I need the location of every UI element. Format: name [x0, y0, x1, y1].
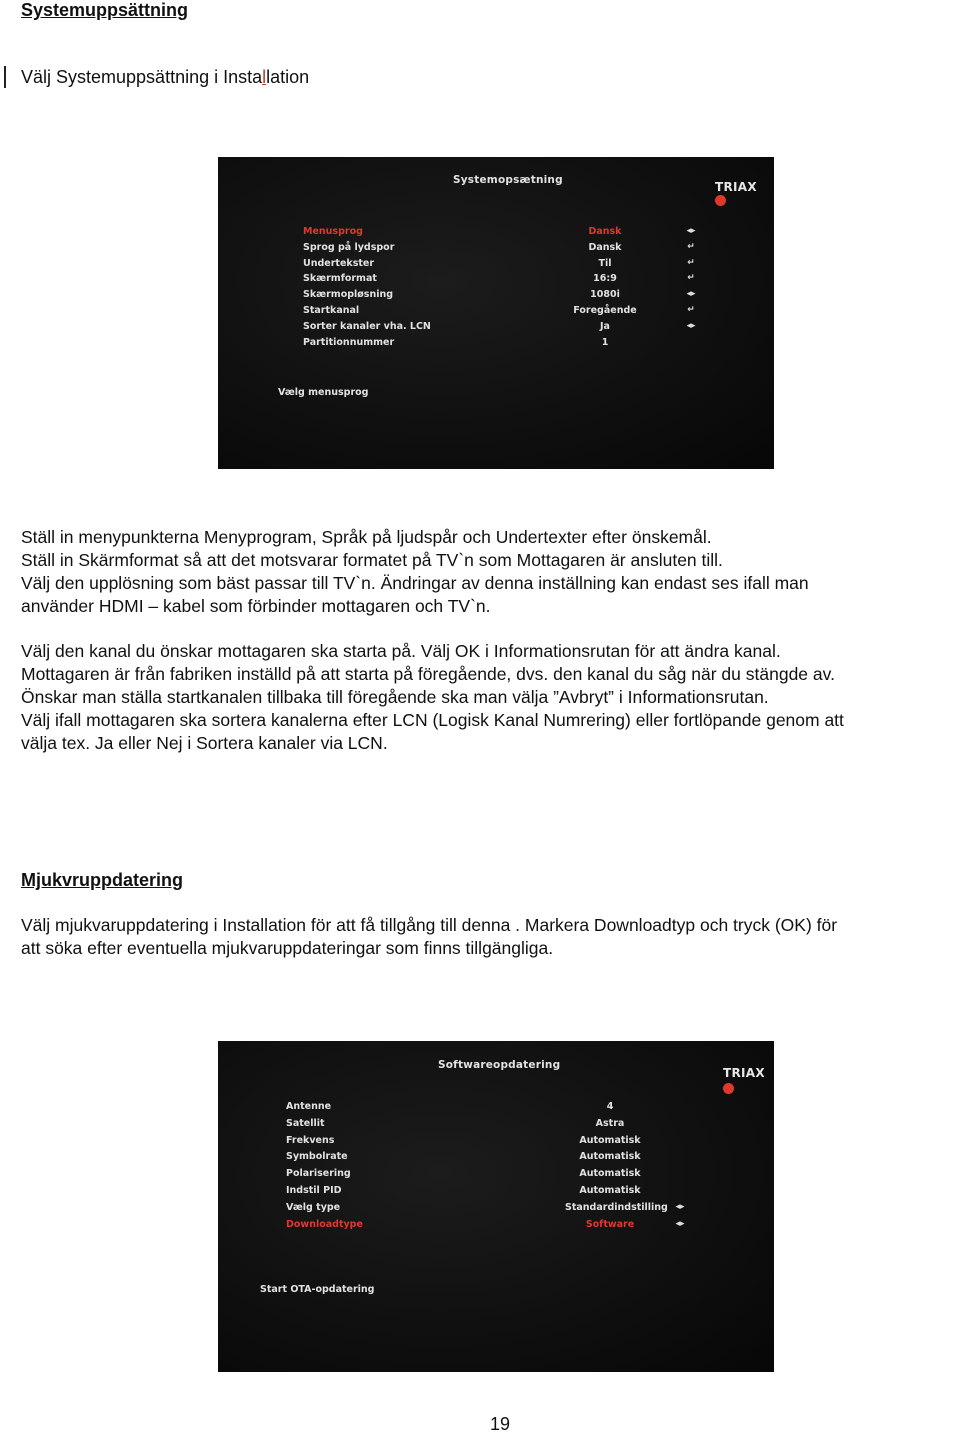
tv-menu-item-value: Astra — [595, 1117, 625, 1129]
tv-menu-item-label: Polarisering — [286, 1168, 351, 1180]
tv-menu-item-value: Til — [598, 257, 612, 269]
tv-menu-item-label: Vælg type — [286, 1201, 341, 1213]
triax-logo-dot-icon — [715, 195, 726, 206]
tv-menu-item-label: Indstil PID — [286, 1185, 342, 1196]
tv-menu-item-value: Automatisk — [579, 1134, 641, 1146]
tv-screenshot-software-update — [218, 1041, 774, 1372]
tv-menu-item-value: Foregående — [573, 305, 637, 316]
left-right-arrows-icon: ◂▸ — [686, 226, 696, 236]
intro-text-marked-letter: l — [262, 67, 267, 87]
enter-icon: ↵ — [687, 273, 695, 284]
intro-text-start: Välj Systemuppsättning i Insta — [21, 67, 263, 87]
text-line: välja tex. Ja eller Nej i Sortera kanaler via LCN. — [21, 733, 388, 753]
tv-menu-item-label: Partitionnummer — [303, 336, 395, 348]
tv-menu-item-value: Automatisk — [579, 1185, 641, 1196]
tv-menu-item-value: 1080i — [590, 289, 620, 301]
section-heading-systemuppsattning: Systemuppsättning — [21, 0, 189, 20]
text-line: att söka efter eventuella mjukvaruppdateringar som finns tillgängliga. — [21, 938, 554, 958]
tv-menu-item-value: Software — [585, 1218, 635, 1230]
triax-logo: TRIAX — [723, 1066, 765, 1080]
text-line: Välj den upplösning som bäst passar till TV`n. Ändringar av denna inställning kan endast ses ifall man — [21, 573, 809, 593]
tv-menu-item-label: Satellit — [286, 1117, 325, 1129]
text-line: Välj den kanal du önskar mottagaren ska starta på. Välj OK i Informationsrutan för att ändra kanal. — [21, 641, 781, 661]
text-line: Välj ifall mottagaren ska sortera kanalerna efter LCN (Logisk Kanal Numrering) eller fortlöpande genom att — [21, 710, 844, 730]
tv-menu-item-value: 16:9 — [593, 273, 617, 285]
text-line: Ställ in menypunkterna Menyprogram, Språk på ljudspår och Undertexter efter önskemål. — [21, 527, 712, 547]
tv-menu-item-label: Undertekster — [303, 257, 375, 269]
left-right-arrows-icon: ◂▸ — [675, 1218, 685, 1229]
tv-menu-item-label: Skærmopløsning — [303, 289, 394, 301]
left-right-arrows-icon: ◂▸ — [686, 289, 696, 300]
tv-menu-item-label: Startkanal — [303, 305, 360, 316]
text-line: Välj mjukvaruppdatering i Installation för att få tillgång till denna . Markera Downloadtyp och tryck (OK) för — [21, 915, 838, 935]
tv-menu-item-value: Automatisk — [579, 1168, 641, 1180]
tv-menu-item-value: Dansk — [588, 226, 622, 237]
tv-menu-item-label: Menusprog — [303, 226, 363, 237]
tv-menu-item-value: 1 — [601, 336, 609, 348]
text-line: Önskar man ställa startkanalen tillbaka till föregående ska man välja ”Avbryt” i Informationsrutan. — [21, 687, 769, 707]
text-line: Ställ in Skärmformat så att det motsvarar formatet på TV`n som Mottagaren är ansluten till. — [21, 550, 723, 570]
tv-menu-title: Systemopsætning — [453, 174, 563, 186]
tv-menu-item-value: 4 — [606, 1101, 614, 1112]
left-right-arrows-icon: ◂▸ — [675, 1201, 685, 1212]
paragraph-display-settings — [21, 526, 956, 618]
intro-text — [21, 66, 309, 88]
tv-menu-item-value: Standardindstilling — [565, 1201, 668, 1213]
tv-screenshot-system-setup — [218, 157, 774, 469]
paragraph-start-channel — [21, 640, 956, 755]
tv-menu-item-label: Skærmformat — [303, 273, 377, 285]
tv-menu-item-label: Sprog på lydspor — [303, 241, 395, 253]
text-line: använder HDMI – kabel som förbinder mottagaren och TV`n. — [21, 596, 491, 616]
section-heading-mjukvruppdatering: Mjukvruppdatering — [21, 870, 184, 890]
enter-icon: ↵ — [687, 305, 695, 315]
page-number: 19 — [490, 1414, 511, 1434]
left-right-arrows-icon: ◂▸ — [686, 320, 696, 331]
intro-text-end: lation — [266, 67, 310, 87]
tv-menu-title: Softwareopdatering — [438, 1059, 561, 1071]
tv-menu-item-value: Ja — [600, 320, 610, 332]
text-line: Mottagaren är från fabriken inställd på att starta på föregående, dvs. den kanal du såg när du stängde av. — [21, 664, 835, 684]
tv-menu-item-label: Antenne — [286, 1101, 332, 1112]
tv-menu-item-value: Automatisk — [579, 1151, 641, 1163]
change-bar — [4, 66, 6, 88]
tv-menu-item-label: Frekvens — [286, 1134, 335, 1146]
enter-icon: ↵ — [687, 241, 695, 252]
triax-logo: TRIAX — [715, 180, 757, 194]
enter-icon: ↵ — [687, 257, 695, 268]
tv-hint: Vælg menusprog — [278, 387, 369, 398]
tv-hint: Start OTA-opdatering — [260, 1284, 375, 1295]
tv-menu-item-label: Downloadtype — [286, 1218, 363, 1230]
paragraph-software-update — [21, 914, 956, 960]
tv-menu-item-label: Sorter kanaler vha. LCN — [303, 320, 431, 332]
triax-logo-dot-icon — [723, 1083, 734, 1094]
tv-menu-item-label: Symbolrate — [286, 1151, 348, 1163]
tv-menu-item-value: Dansk — [588, 241, 622, 253]
